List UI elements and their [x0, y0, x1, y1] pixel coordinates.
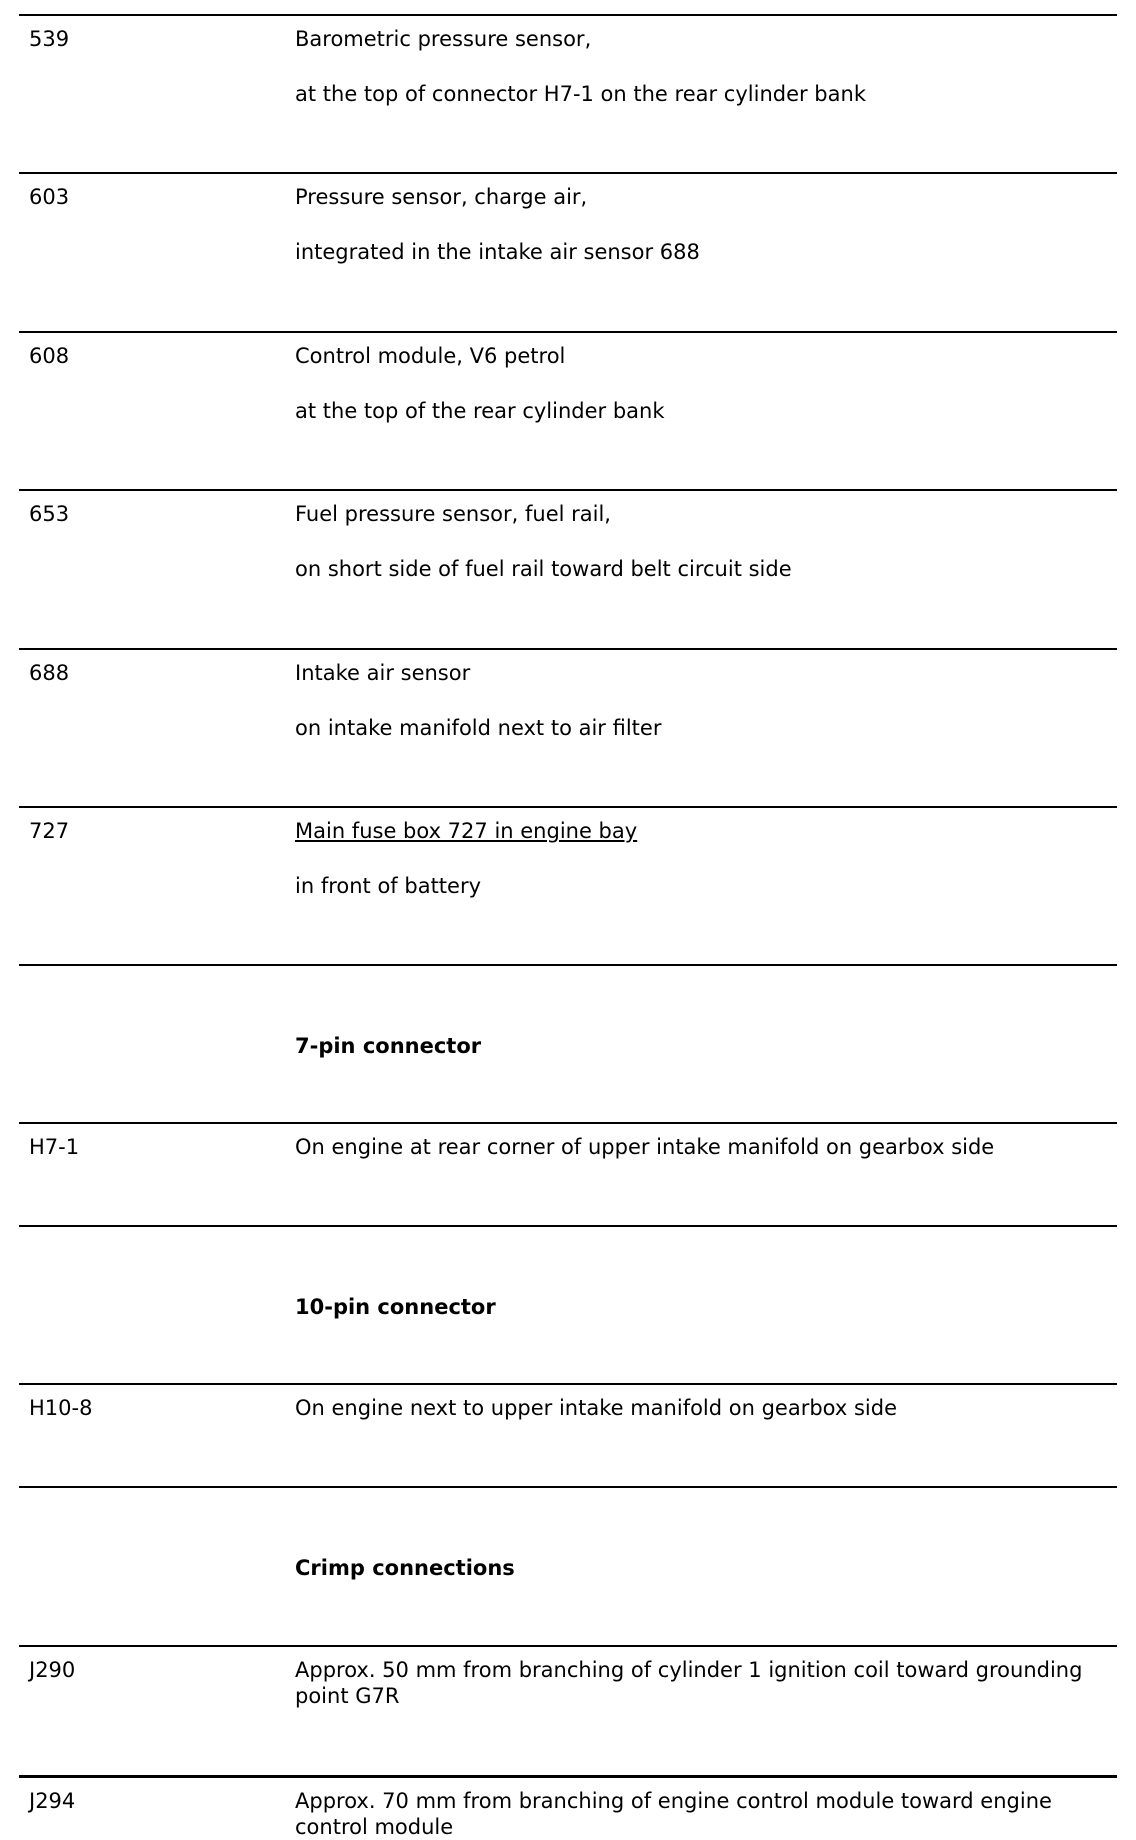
connector-description	[295, 1134, 1110, 1161]
component-number: 688	[29, 661, 70, 685]
component-number: 653	[29, 502, 70, 526]
table-row-653	[19, 489, 1117, 648]
section-heading	[295, 1294, 1110, 1321]
component-location: at the top of connector H7-1 on the rear cylinder bank	[295, 82, 866, 106]
crimp-location: Approx. 70 mm from branching of engine control module toward engine control module	[295, 1789, 1052, 1839]
table-row-688	[19, 648, 1117, 806]
connector-description	[295, 1395, 1110, 1422]
section-heading-row-crimp	[19, 1486, 1117, 1645]
table-row-h10-8	[19, 1383, 1117, 1486]
table-row-608	[19, 331, 1117, 489]
component-description	[295, 818, 1110, 900]
table-row-727	[19, 806, 1117, 964]
crimp-description	[295, 1788, 1110, 1840]
component-description	[295, 501, 1110, 583]
component-number: 539	[29, 27, 70, 51]
section-heading	[295, 1555, 1110, 1582]
section-heading	[295, 1033, 1110, 1060]
crimp-number: J290	[29, 1658, 76, 1682]
connector-number: H7-1	[29, 1135, 80, 1159]
table-row-j294	[19, 1775, 1117, 1839]
table-row-539	[19, 14, 1117, 172]
component-location: on short side of fuel rail toward belt circuit side	[295, 557, 792, 581]
component-number: 727	[29, 819, 70, 843]
connector-number: H10-8	[29, 1396, 93, 1420]
table-row-603	[19, 172, 1117, 331]
component-location: on intake manifold next to air filter	[295, 716, 662, 740]
table-row-h7-1	[19, 1122, 1117, 1225]
connector-location: On engine at rear corner of upper intake manifold on gearbox side	[295, 1135, 995, 1159]
component-description	[295, 26, 1110, 108]
fuse-box-link[interactable]: Main fuse box 727 in engine bay	[295, 819, 638, 843]
table-row-j290	[19, 1645, 1117, 1775]
component-location: in front of battery	[295, 874, 482, 898]
section-heading-row-7-pin	[19, 964, 1117, 1122]
component-description	[295, 660, 1110, 742]
component-title: Fuel pressure sensor, fuel rail,	[295, 502, 611, 526]
connector-location: On engine next to upper intake manifold on gearbox side	[295, 1396, 898, 1420]
component-number: 603	[29, 185, 70, 209]
section-heading-row-10-pin	[19, 1225, 1117, 1383]
component-location: integrated in the intake air sensor 688	[295, 240, 700, 264]
component-title: Pressure sensor, charge air,	[295, 185, 588, 209]
ten-pin-heading: 10-pin connector	[295, 1295, 496, 1319]
component-description	[295, 343, 1110, 425]
seven-pin-heading: 7-pin connector	[295, 1034, 482, 1058]
component-title: Barometric pressure sensor,	[295, 27, 592, 51]
component-description	[295, 184, 1110, 266]
crimp-description	[295, 1657, 1110, 1709]
component-location: at the top of the rear cylinder bank	[295, 399, 665, 423]
crimp-location: Approx. 50 mm from branching of cylinder 1 ignition coil toward grounding point G7R	[295, 1658, 1083, 1708]
component-title: Intake air sensor	[295, 661, 471, 685]
component-title: Control module, V6 petrol	[295, 344, 566, 368]
component-number: 608	[29, 344, 70, 368]
crimp-number: J294	[29, 1789, 76, 1813]
crimp-heading: Crimp connections	[295, 1556, 515, 1580]
